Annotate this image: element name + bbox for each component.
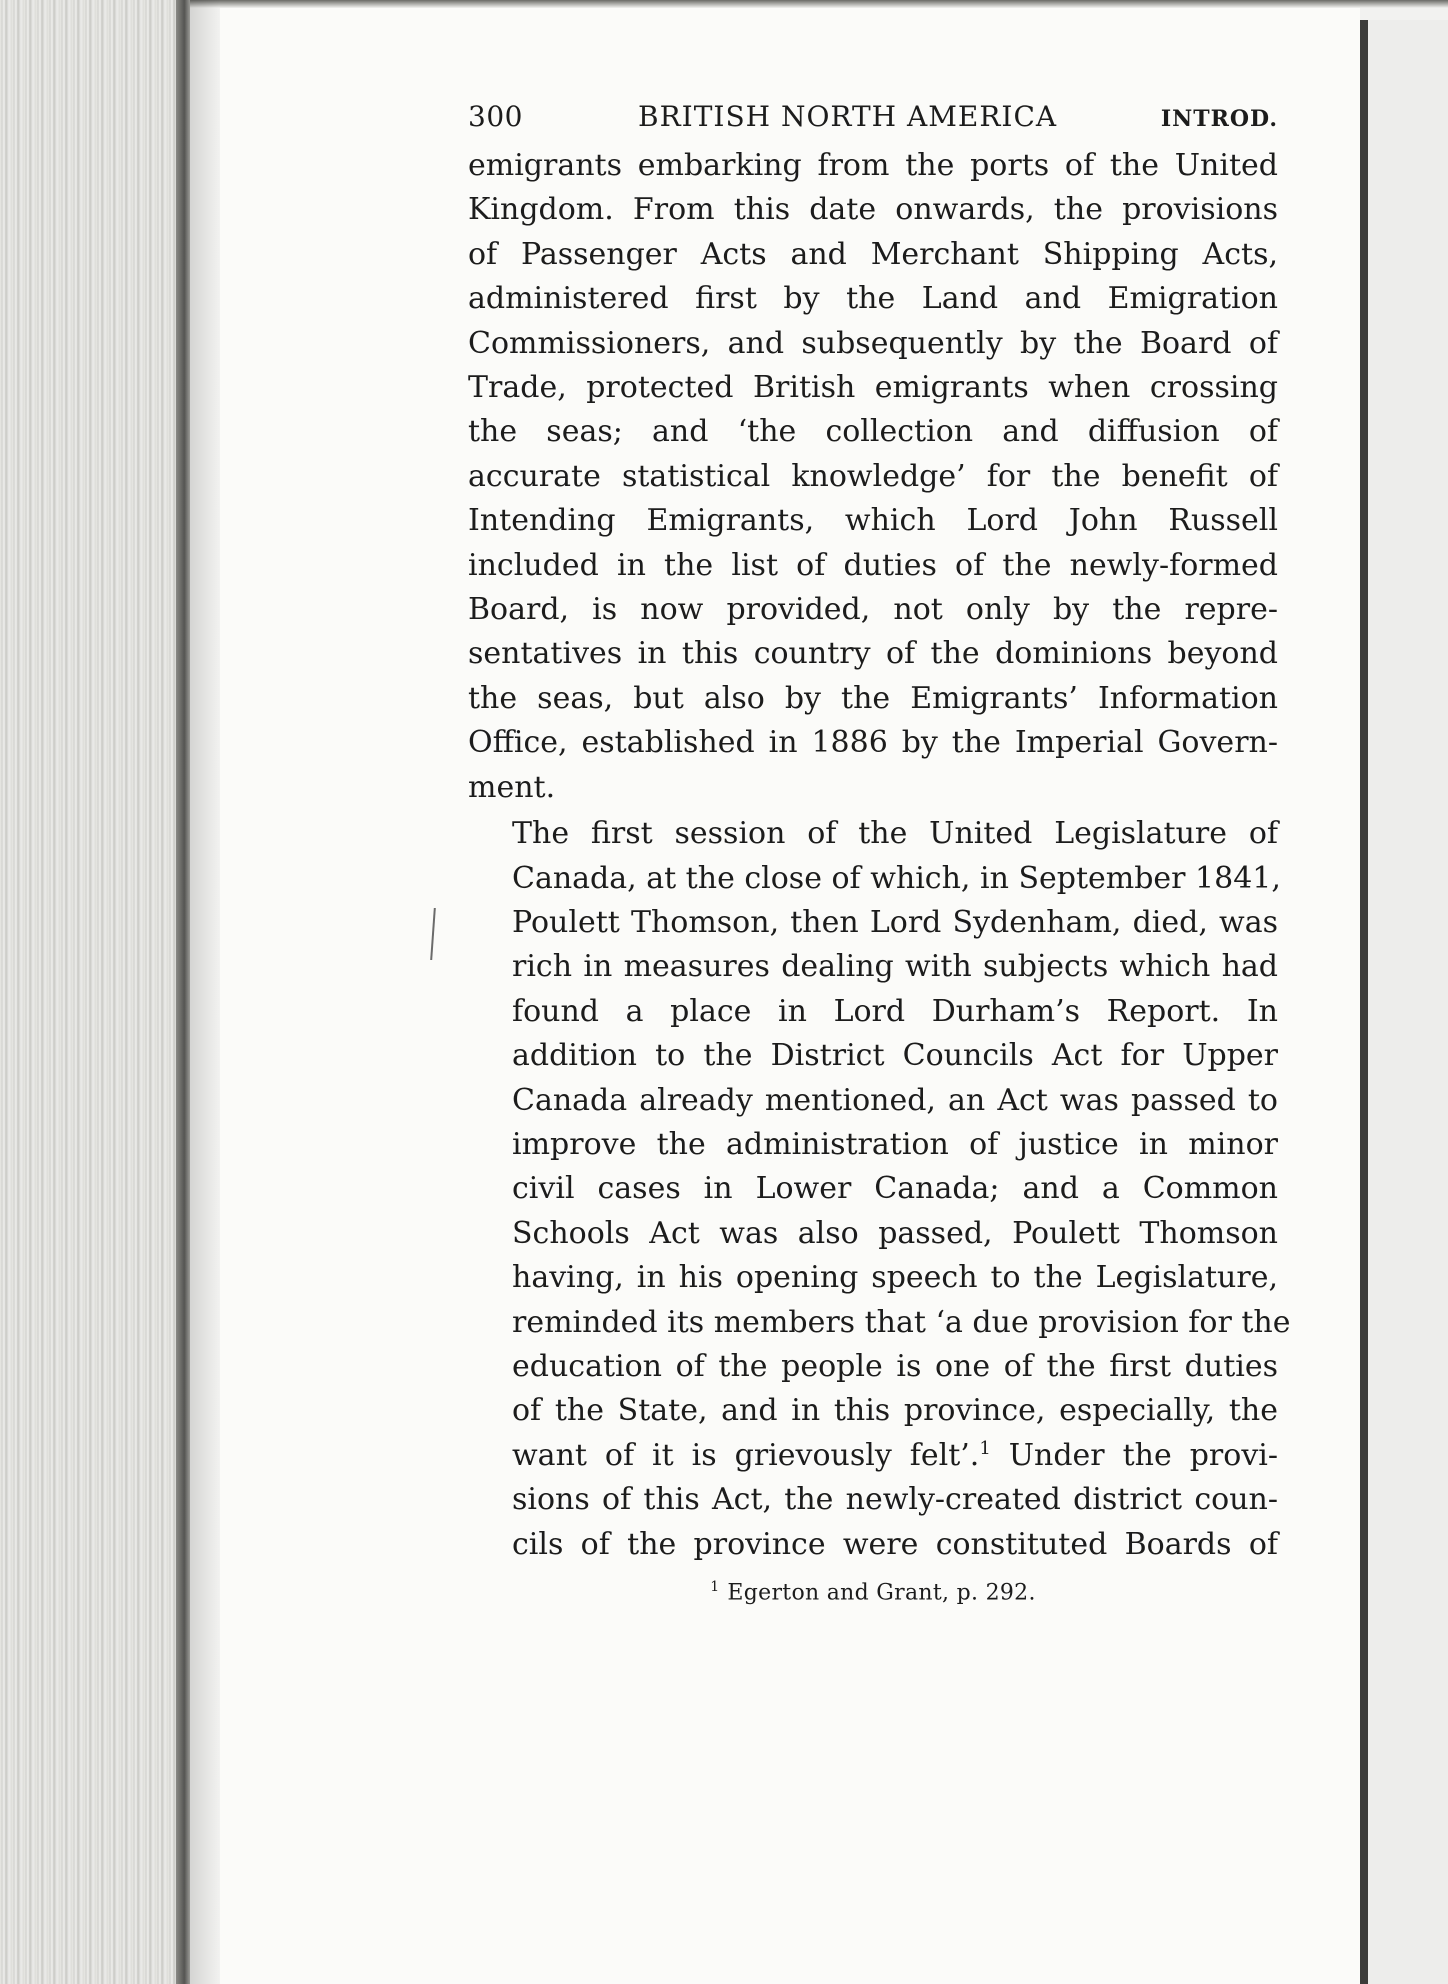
text-line: of the State, and in this province, especially, the <box>512 1393 1278 1429</box>
text-line: Canada, at the close of which, in September 1841, <box>512 860 1281 896</box>
text-line: the seas; and ‘the collection and diffusion of <box>468 414 1278 450</box>
text-line: reminded its members that ‘a due provision for the <box>512 1304 1291 1340</box>
text-line-with-footnote <box>468 1434 1278 1478</box>
running-section: INTROD. <box>1160 106 1278 132</box>
text-fragment: Under the provi- <box>990 1437 1278 1473</box>
text-line: cils of the province were constituted Boards of <box>512 1526 1278 1562</box>
text-line: administered first by the Land and Emigration <box>468 281 1278 317</box>
text-line: accurate statistical knowledge’ for the benefit of <box>468 458 1278 494</box>
text-line: found a place in Lord Durham’s Report. In <box>512 993 1278 1029</box>
text-line: improve the administration of justice in minor <box>512 1126 1278 1162</box>
text-line: included in the list of duties of the newly-formed <box>468 547 1278 583</box>
text-line: having, in his opening speech to the Legislature, <box>512 1260 1278 1296</box>
text-line: the seas, but also by the Emigrants’ Information <box>468 680 1278 716</box>
text-line: rich in measures dealing with subjects which had <box>512 949 1278 985</box>
text-line: Canada already mentioned, an Act was passed to <box>512 1082 1278 1118</box>
gutter-shadow <box>190 0 220 1984</box>
text-line: Office, established in 1886 by the Imperial Govern- <box>468 725 1278 761</box>
footnote <box>468 1579 1278 1605</box>
paragraph-2 <box>468 812 1291 1567</box>
text-line: The first session of the United Legislature of <box>512 816 1278 852</box>
text-line: Trade, protected British emigrants when crossing <box>468 370 1278 406</box>
text-fragment: want of it is grievously felt’. <box>512 1437 980 1473</box>
text-line: education of the people is one of the first duties <box>512 1348 1278 1384</box>
text-line: addition to the District Councils Act for Upper <box>512 1038 1278 1074</box>
footnote-reference[interactable]: 1 <box>979 1437 991 1459</box>
running-head <box>468 96 1278 144</box>
text-line: ment. <box>468 769 556 805</box>
text-line: Intending Emigrants, which Lord John Russell <box>468 503 1278 539</box>
footnote-text: Egerton and Grant, p. 292. <box>727 1580 1036 1606</box>
text-line: sentatives in this country of the dominions beyond <box>468 636 1278 672</box>
text-line: sions of this Act, the newly-created district coun- <box>512 1482 1278 1518</box>
text-line: Commissioners, and subsequently by the Board of <box>468 325 1278 361</box>
text-line: Schools Act was also passed, Poulett Thomson <box>512 1215 1278 1251</box>
footnote-mark: 1 <box>710 1579 720 1595</box>
page-number: 300 <box>468 100 523 133</box>
text-line: Kingdom. From this date onwards, the provisions <box>468 192 1278 228</box>
text-line: Poulett Thomson, then Lord Sydenham, died, was <box>512 904 1278 940</box>
text-line: civil cases in Lower Canada; and a Common <box>512 1171 1278 1207</box>
paragraph-1 <box>468 144 1278 810</box>
running-title: BRITISH NORTH AMERICA <box>638 100 1058 133</box>
top-shadow <box>190 0 1448 8</box>
text-line: Board, is now provided, not only by the repre- <box>468 592 1278 628</box>
next-page-edge <box>1360 20 1448 1984</box>
text-line: of Passenger Acts and Merchant Shipping Acts, <box>468 236 1278 272</box>
book-page-edges <box>0 0 190 1984</box>
page-content <box>468 96 1291 1606</box>
text-line: emigrants embarking from the ports of the United <box>468 148 1278 183</box>
